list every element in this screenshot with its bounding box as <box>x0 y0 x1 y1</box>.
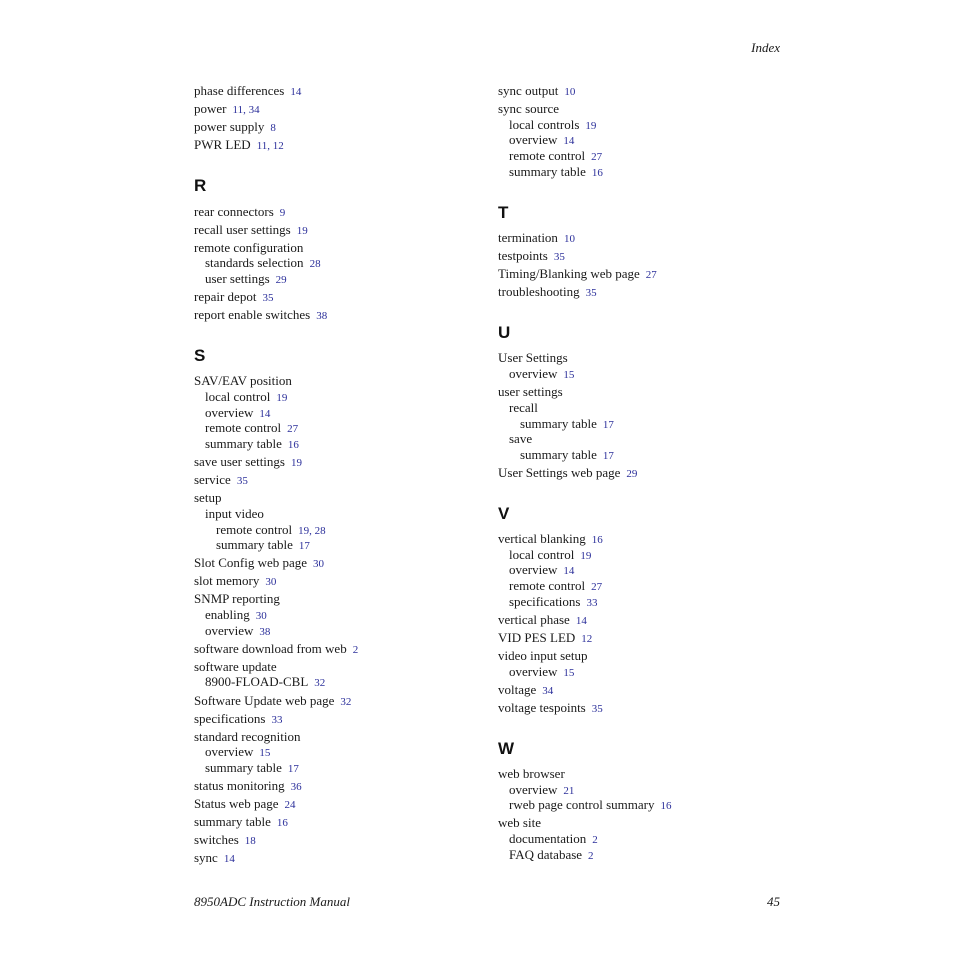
index-page-link[interactable]: 2 <box>352 644 359 656</box>
index-entry <box>498 465 637 481</box>
index-term: local control <box>205 389 271 404</box>
index-page-link[interactable]: 32 <box>314 677 326 689</box>
index-page-link[interactable]: 29 <box>275 274 287 286</box>
index-page-link[interactable]: 29 <box>626 468 638 480</box>
index-term: summary table <box>509 164 586 179</box>
index-term: SAV/EAV position <box>194 373 292 388</box>
index-entry <box>498 400 538 416</box>
index-page-link[interactable]: 38 <box>316 310 328 322</box>
index-page-link[interactable]: 14 <box>290 86 302 98</box>
index-page-link[interactable]: 27 <box>287 423 299 435</box>
index-term: summary table <box>205 436 282 451</box>
index-entry <box>194 490 221 506</box>
index-page-link[interactable]: 35 <box>553 251 565 263</box>
index-entry <box>194 814 288 830</box>
index-entry <box>194 389 287 405</box>
index-page-link[interactable]: 11, 34 <box>232 104 260 116</box>
index-term: VID PES LED <box>498 630 576 645</box>
index-term: switches <box>194 832 239 847</box>
index-term: vertical blanking <box>498 531 586 546</box>
index-entry <box>194 436 299 452</box>
index-letter-heading: V <box>498 504 510 523</box>
index-page-link[interactable]: 11, 12 <box>256 140 284 152</box>
index-page-link[interactable]: 14 <box>259 408 271 420</box>
index-page-link[interactable]: 16 <box>591 167 603 179</box>
index-term: repair depot <box>194 289 257 304</box>
index-entry <box>498 562 574 578</box>
index-page-link[interactable]: 12 <box>581 633 593 645</box>
footer-manual-title: 8950ADC Instruction Manual <box>194 894 350 909</box>
index-term: slot memory <box>194 573 260 588</box>
index-term: remote control <box>509 578 586 593</box>
index-term: enabling <box>205 607 250 622</box>
index-term: testpoints <box>498 248 548 263</box>
index-entry <box>498 366 574 382</box>
index-page-link[interactable]: 19, 28 <box>298 525 326 537</box>
index-term: remote control <box>216 522 293 537</box>
index-entry <box>194 674 325 690</box>
index-term: save user settings <box>194 454 285 469</box>
index-entry <box>498 700 603 716</box>
index-term: rweb page control summary <box>509 797 655 812</box>
index-entry <box>194 472 248 488</box>
index-term: web site <box>498 815 541 830</box>
index-entry <box>194 137 284 153</box>
index-entry <box>498 350 568 366</box>
footer-page-number: 45 <box>767 894 780 909</box>
index-term: sync source <box>498 101 560 116</box>
index-term: recall <box>509 400 538 415</box>
index-entry <box>498 782 574 798</box>
index-entry <box>498 630 592 646</box>
index-page-link[interactable]: 35 <box>585 287 597 299</box>
index-entry <box>194 555 324 571</box>
index-entry <box>498 248 565 264</box>
index-term: sync <box>194 850 218 865</box>
index-page-link[interactable]: 19 <box>296 225 308 237</box>
index-page-link[interactable]: 15 <box>563 667 575 679</box>
index-entry <box>194 693 351 709</box>
index-term: specifications <box>194 711 266 726</box>
index-page-link[interactable]: 34 <box>542 685 554 697</box>
index-entry <box>498 101 559 117</box>
index-term: summary table <box>216 537 293 552</box>
index-term: recall user settings <box>194 222 291 237</box>
index-term: standards selection <box>205 255 304 270</box>
index-page-link[interactable]: 19 <box>580 550 592 562</box>
index-entry <box>498 612 587 628</box>
index-entry <box>194 405 270 421</box>
index-term: software update <box>194 659 277 674</box>
index-entry <box>498 797 671 813</box>
index-entry <box>194 711 282 727</box>
index-entry <box>498 83 575 99</box>
index-term: remote control <box>205 420 282 435</box>
index-term: overview <box>509 132 558 147</box>
index-entry <box>194 850 235 866</box>
index-page-link[interactable]: 14 <box>223 853 235 865</box>
index-entry <box>194 307 327 323</box>
index-entry <box>498 266 657 282</box>
index-page-link[interactable]: 14 <box>575 615 587 627</box>
index-page-link[interactable]: 10 <box>563 233 575 245</box>
index-page-link[interactable]: 33 <box>586 597 598 609</box>
index-entry <box>194 83 301 99</box>
index-term: video input setup <box>498 648 588 663</box>
index-entry <box>498 831 598 847</box>
index-entry <box>194 659 277 675</box>
index-term: user settings <box>205 271 270 286</box>
index-page-link[interactable]: 30 <box>265 576 277 588</box>
index-entry <box>194 204 285 220</box>
index-page-link[interactable]: 19 <box>290 457 302 469</box>
running-header: Index <box>751 40 780 55</box>
index-entry <box>498 578 602 594</box>
index-term: remote configuration <box>194 240 304 255</box>
index-term: power supply <box>194 119 265 134</box>
index-term: phase differences <box>194 83 285 98</box>
index-term: 8900-FLOAD-CBL <box>205 674 309 689</box>
index-term: SNMP reporting <box>194 591 280 606</box>
index-entry <box>498 682 553 698</box>
index-entry <box>498 531 603 547</box>
index-page-link[interactable]: 19 <box>276 392 288 404</box>
index-page-link[interactable]: 17 <box>287 763 299 775</box>
index-term: user settings <box>498 384 563 399</box>
index-page-link[interactable]: 36 <box>290 781 302 793</box>
index-page-link[interactable]: 38 <box>259 626 271 638</box>
index-page-link[interactable]: 27 <box>645 269 657 281</box>
index-term: standard recognition <box>194 729 301 744</box>
index-entry <box>498 815 541 831</box>
index-entry <box>194 506 264 522</box>
index-entry <box>498 148 602 164</box>
index-page-link[interactable]: 9 <box>279 207 286 219</box>
index-term: sync output <box>498 83 559 98</box>
index-letter-heading: W <box>498 739 515 758</box>
index-term: save <box>509 431 533 446</box>
index-entry <box>498 847 594 863</box>
index-page-link[interactable]: 16 <box>276 817 288 829</box>
index-entry <box>194 623 270 639</box>
index-term: software download from web <box>194 641 347 656</box>
index-entry <box>194 729 301 745</box>
index-entry <box>498 384 563 400</box>
index-page-link[interactable]: 27 <box>591 151 603 163</box>
index-entry <box>194 591 280 607</box>
index-page-link[interactable]: 15 <box>563 369 575 381</box>
index-term: specifications <box>509 594 581 609</box>
index-entry <box>498 594 597 610</box>
index-term: Software Update web page <box>194 693 335 708</box>
index-term: input video <box>205 506 264 521</box>
index-term: Timing/Blanking web page <box>498 266 640 281</box>
index-entry <box>498 547 591 563</box>
index-page-link[interactable]: 14 <box>563 565 575 577</box>
index-term: setup <box>194 490 222 505</box>
index-term: local control <box>509 547 575 562</box>
index-entry <box>498 431 532 447</box>
index-page-link[interactable]: 17 <box>602 450 614 462</box>
index-term: Slot Config web page <box>194 555 308 570</box>
index-entry <box>194 573 276 589</box>
index-term: voltage tespoints <box>498 700 586 715</box>
index-entry <box>194 222 308 238</box>
index-term: vertical phase <box>498 612 570 627</box>
index-entry <box>194 373 292 389</box>
index-entry <box>194 796 295 812</box>
index-page-link[interactable]: 35 <box>236 475 248 487</box>
index-term: power <box>194 101 227 116</box>
index-page-link[interactable]: 10 <box>564 86 576 98</box>
index-page-link[interactable]: 2 <box>592 834 598 846</box>
index-term: troubleshooting <box>498 284 580 299</box>
index-term: summary table <box>194 814 271 829</box>
index-entry <box>194 240 303 256</box>
index-entry <box>194 289 273 305</box>
index-entry <box>194 271 287 287</box>
index-term: overview <box>509 782 558 797</box>
index-entry <box>194 119 276 135</box>
index-entry <box>498 164 603 180</box>
index-entry <box>194 744 270 760</box>
index-term: User Settings <box>498 350 568 365</box>
index-entry <box>194 832 256 848</box>
index-entry <box>194 454 302 470</box>
index-term: summary table <box>520 416 597 431</box>
index-page-link[interactable]: 35 <box>591 703 603 715</box>
index-letter-heading: U <box>498 323 511 342</box>
index-entry <box>498 416 614 432</box>
index-letter-heading: T <box>498 203 509 222</box>
index-page-link[interactable]: 8 <box>270 122 276 134</box>
index-page-link[interactable]: 21 <box>563 785 575 797</box>
index-term: termination <box>498 230 558 245</box>
index-entry <box>498 766 565 782</box>
index-letter-heading: S <box>194 346 206 365</box>
index-page-link[interactable]: 15 <box>259 747 271 759</box>
index-page-link[interactable]: 2 <box>588 850 594 862</box>
index-term: remote control <box>509 148 586 163</box>
index-term: summary table <box>520 447 597 462</box>
index-term: overview <box>205 744 254 759</box>
index-term: service <box>194 472 231 487</box>
index-entry <box>498 230 575 246</box>
index-entry <box>194 420 298 436</box>
index-entry <box>498 447 614 463</box>
index-page-link[interactable]: 16 <box>287 439 299 451</box>
index-term: voltage <box>498 682 537 697</box>
index-term: PWR LED <box>194 137 251 152</box>
index-page-link[interactable]: 35 <box>262 292 274 304</box>
index-page-link[interactable]: 17 <box>298 540 310 552</box>
index-entry <box>194 522 326 538</box>
index-term: User Settings web page <box>498 465 621 480</box>
index-entry <box>194 760 299 776</box>
index-page-link[interactable]: 30 <box>313 558 325 570</box>
index-term: summary table <box>205 760 282 775</box>
index-entry <box>498 117 596 133</box>
index-entry <box>194 537 310 553</box>
index-term: FAQ database <box>509 847 583 862</box>
index-term: overview <box>509 664 558 679</box>
index-letter-heading: R <box>194 176 207 195</box>
index-page-link[interactable]: 16 <box>660 800 672 812</box>
index-page-link[interactable]: 30 <box>255 610 267 622</box>
index-entry <box>498 132 574 148</box>
index-term: overview <box>205 405 254 420</box>
index-entry <box>194 101 260 117</box>
index-term: overview <box>205 623 254 638</box>
index-page-link[interactable]: 24 <box>284 799 296 811</box>
index-page-link[interactable]: 27 <box>591 581 603 593</box>
index-page-link[interactable]: 28 <box>309 258 321 270</box>
index-entry <box>194 607 267 623</box>
index-page-link[interactable]: 17 <box>602 419 614 431</box>
index-entry <box>498 664 574 680</box>
index-page-link[interactable]: 19 <box>585 120 597 132</box>
index-term: documentation <box>509 831 587 846</box>
index-term: local controls <box>509 117 580 132</box>
index-page-link[interactable]: 18 <box>244 835 256 847</box>
index-term: status monitoring <box>194 778 285 793</box>
index-term: report enable switches <box>194 307 311 322</box>
index-term: overview <box>509 562 558 577</box>
index-entry <box>498 648 588 664</box>
index-term: Status web page <box>194 796 279 811</box>
index-page-link[interactable]: 32 <box>340 696 352 708</box>
index-page-link[interactable]: 33 <box>271 714 283 726</box>
index-entry <box>194 255 321 271</box>
index-term: rear connectors <box>194 204 274 219</box>
index-entry <box>194 778 302 794</box>
index-page-link[interactable]: 14 <box>563 135 575 147</box>
index-term: overview <box>509 366 558 381</box>
index-entry <box>498 284 597 300</box>
index-term: web browser <box>498 766 565 781</box>
index-page-link[interactable]: 16 <box>591 534 603 546</box>
index-entry <box>194 641 358 657</box>
